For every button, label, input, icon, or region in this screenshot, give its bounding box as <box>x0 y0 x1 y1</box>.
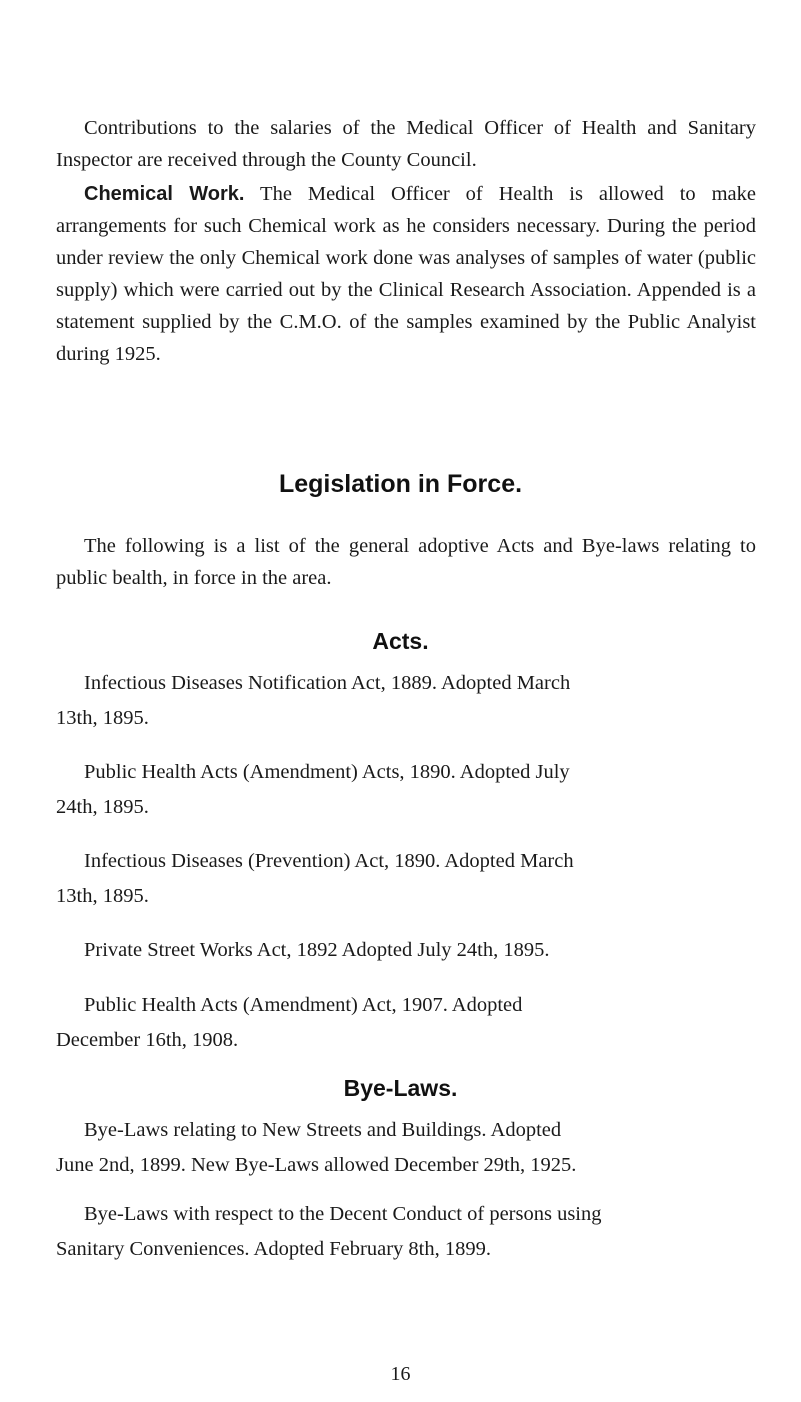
act-entry <box>56 755 762 825</box>
act-entry-line2: 13th, 1895. <box>56 707 149 729</box>
act-entry-line2: December 16th, 1908. <box>56 1029 239 1051</box>
intro-paragraph: Contributions to the salaries of the Medical Officer of Health and Sanitary Inspector are received through the County Council. <box>56 117 756 171</box>
bye-law-entry <box>56 1197 762 1267</box>
act-entry <box>56 844 762 914</box>
legislation-intro: The following is a list of the general adoptive Acts and Bye-laws relating to public bealth, in force in the area. <box>56 535 756 589</box>
act-entry-line2: 24th, 1895. <box>56 796 149 818</box>
bye-law-entry-line1: Bye-Laws relating to New Streets and Buildings. Adopted <box>84 1119 562 1141</box>
act-entry-line1: Infectious Diseases Notification Act, 1889. Adopted March <box>84 672 571 694</box>
chemical-work-paragraph <box>56 178 756 370</box>
page-number: 16 <box>390 1363 411 1385</box>
acts-heading: Acts. <box>372 628 429 654</box>
act-entry <box>56 988 762 1058</box>
act-entry-line1: Infectious Diseases (Prevention) Act, 1890. Adopted March <box>84 850 574 872</box>
chemical-work-heading: Chemical Work. <box>84 183 245 205</box>
act-entry <box>56 933 762 968</box>
bye-law-entry-line2: Sanitary Conveniences. Adopted February 8th, 1899. <box>56 1238 491 1260</box>
act-entry-line1: Public Health Acts (Amendment) Acts, 1890. Adopted July <box>84 761 570 783</box>
act-entry <box>56 666 762 736</box>
act-entry-line1: Public Health Acts (Amendment) Act, 1907. Adopted <box>84 994 523 1016</box>
bye-law-entry-line2: June 2nd, 1899. New Bye-Laws allowed December 29th, 1925. <box>56 1154 577 1176</box>
bye-law-entry-line1: Bye-Laws with respect to the Decent Conduct of persons using <box>84 1203 602 1225</box>
act-entry-line1: Private Street Works Act, 1892 Adopted July 24th, 1895. <box>84 939 550 961</box>
legislation-heading: Legislation in Force. <box>278 470 523 498</box>
chemical-work-text: The Medical Officer of Health is allowed to make arrangements for such Chemical work as he considers necessary. During the period under review the only Chemical work done was analyses of samples of water (public supply) which were carried out by the Clinical Research Association. Appended is a statement supplied by the C.M.O. of the samples examined by the Public Analyist during 1925. <box>56 183 756 365</box>
bye-law-entry <box>56 1113 762 1183</box>
bye-laws-heading: Bye-Laws. <box>343 1075 458 1101</box>
act-entry-line2: 13th, 1895. <box>56 885 149 907</box>
